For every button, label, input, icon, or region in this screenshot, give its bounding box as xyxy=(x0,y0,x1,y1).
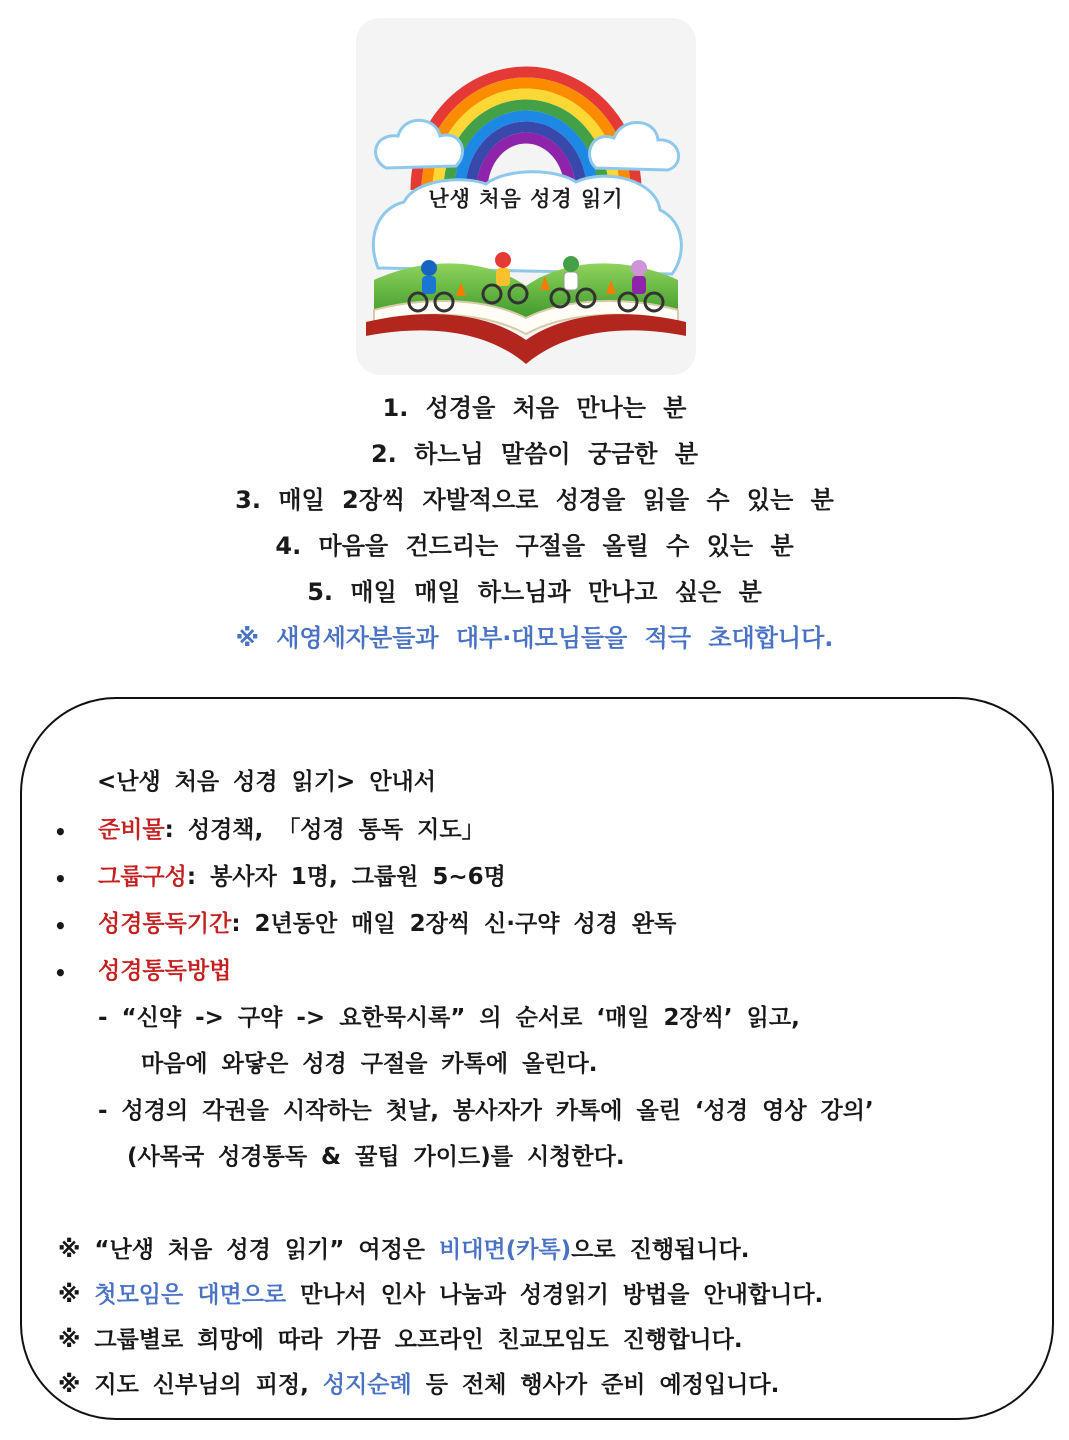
guide-heading: <난생 처음 성경 읽기> 안내서 xyxy=(97,769,436,795)
period-text: : 2년동안 매일 2장씩 신·구약 성경 완독 xyxy=(231,911,677,937)
target-audience-list xyxy=(0,385,1069,661)
audience-line-2: 2. 하느님 말씀이 궁금한 분 xyxy=(370,440,699,468)
note-online-highlight: 비대면(카톡) xyxy=(439,1237,572,1263)
note-online xyxy=(58,1235,749,1265)
materials-label: 준비물 xyxy=(98,817,165,843)
audience-line-3: 3. 매일 2장씩 자발적으로 성경을 읽을 수 있는 분 xyxy=(235,486,834,514)
note-first-highlight: 첫모임은 대면으로 xyxy=(94,1282,287,1308)
audience-line-4: 4. 마음을 건드리는 구절을 올릴 수 있는 분 xyxy=(275,532,794,560)
audience-line-5: 5. 매일 매일 하느님과 만나고 싶은 분 xyxy=(307,578,762,606)
bullet-icon: • xyxy=(54,914,67,938)
poster-title: 난생 처음 성경 읽기 xyxy=(428,186,624,211)
method-line-3: - 성경의 각권을 시작하는 첫날, 봉사자가 카톡에 올린 ‘성경 영상 강의’ xyxy=(98,1098,874,1124)
bullet-icon: • xyxy=(54,961,67,985)
bullet-icon: • xyxy=(54,867,67,891)
guide-item-period xyxy=(98,909,676,939)
note-events-suffix: 등 전체 행사가 준비 예정입니다. xyxy=(411,1372,780,1398)
note-first-prefix: ※ xyxy=(58,1282,95,1308)
period-label: 성경통독기간 xyxy=(98,911,232,937)
method-line-4: (사목국 성경통독 & 꿀팁 가이드)를 시청한다. xyxy=(127,1144,625,1170)
group-text: : 봉사자 1명, 그룹원 5~6명 xyxy=(186,864,506,890)
method-label: 성경통독방법 xyxy=(98,958,232,984)
note-events-highlight: 성지순례 xyxy=(322,1372,412,1398)
group-label: 그룹구성 xyxy=(98,864,187,890)
note-events xyxy=(58,1370,779,1400)
method-line-1: - “신약 -> 구약 -> 요한묵시록” 의 순서로 ‘매일 2장씩’ 읽고, xyxy=(98,1005,800,1031)
note-events-text: ※ 지도 신부님의 피정, xyxy=(58,1372,323,1398)
guide-item-method xyxy=(98,956,231,986)
note-offline: ※ 그룹별로 희망에 따라 가끔 오프라인 친교모임도 진행합니다. xyxy=(58,1327,743,1353)
bullet-icon: • xyxy=(54,820,67,844)
guide-item-materials xyxy=(98,815,485,845)
invitation-note: ※ 새영세자분들과 대부·대모님들을 적극 초대합니다. xyxy=(235,624,834,652)
materials-text: : 성경책, 「성경 통독 지도」 xyxy=(164,817,485,843)
audience-line-1: 1. 성경을 처음 만나는 분 xyxy=(382,394,687,422)
note-first-text: 만나서 인사 나눔과 성경읽기 방법을 안내합니다. xyxy=(286,1282,824,1308)
book-rainbow-poster xyxy=(356,18,696,375)
method-line-2: 마음에 와닿은 성경 구절을 카톡에 올린다. xyxy=(141,1051,598,1077)
note-online-text: ※ “난생 처음 성경 읽기” 여정은 xyxy=(58,1237,440,1263)
note-first-meeting xyxy=(58,1280,823,1310)
note-online-suffix: 으로 진행됩니다. xyxy=(571,1237,750,1263)
guide-item-group xyxy=(98,862,506,892)
